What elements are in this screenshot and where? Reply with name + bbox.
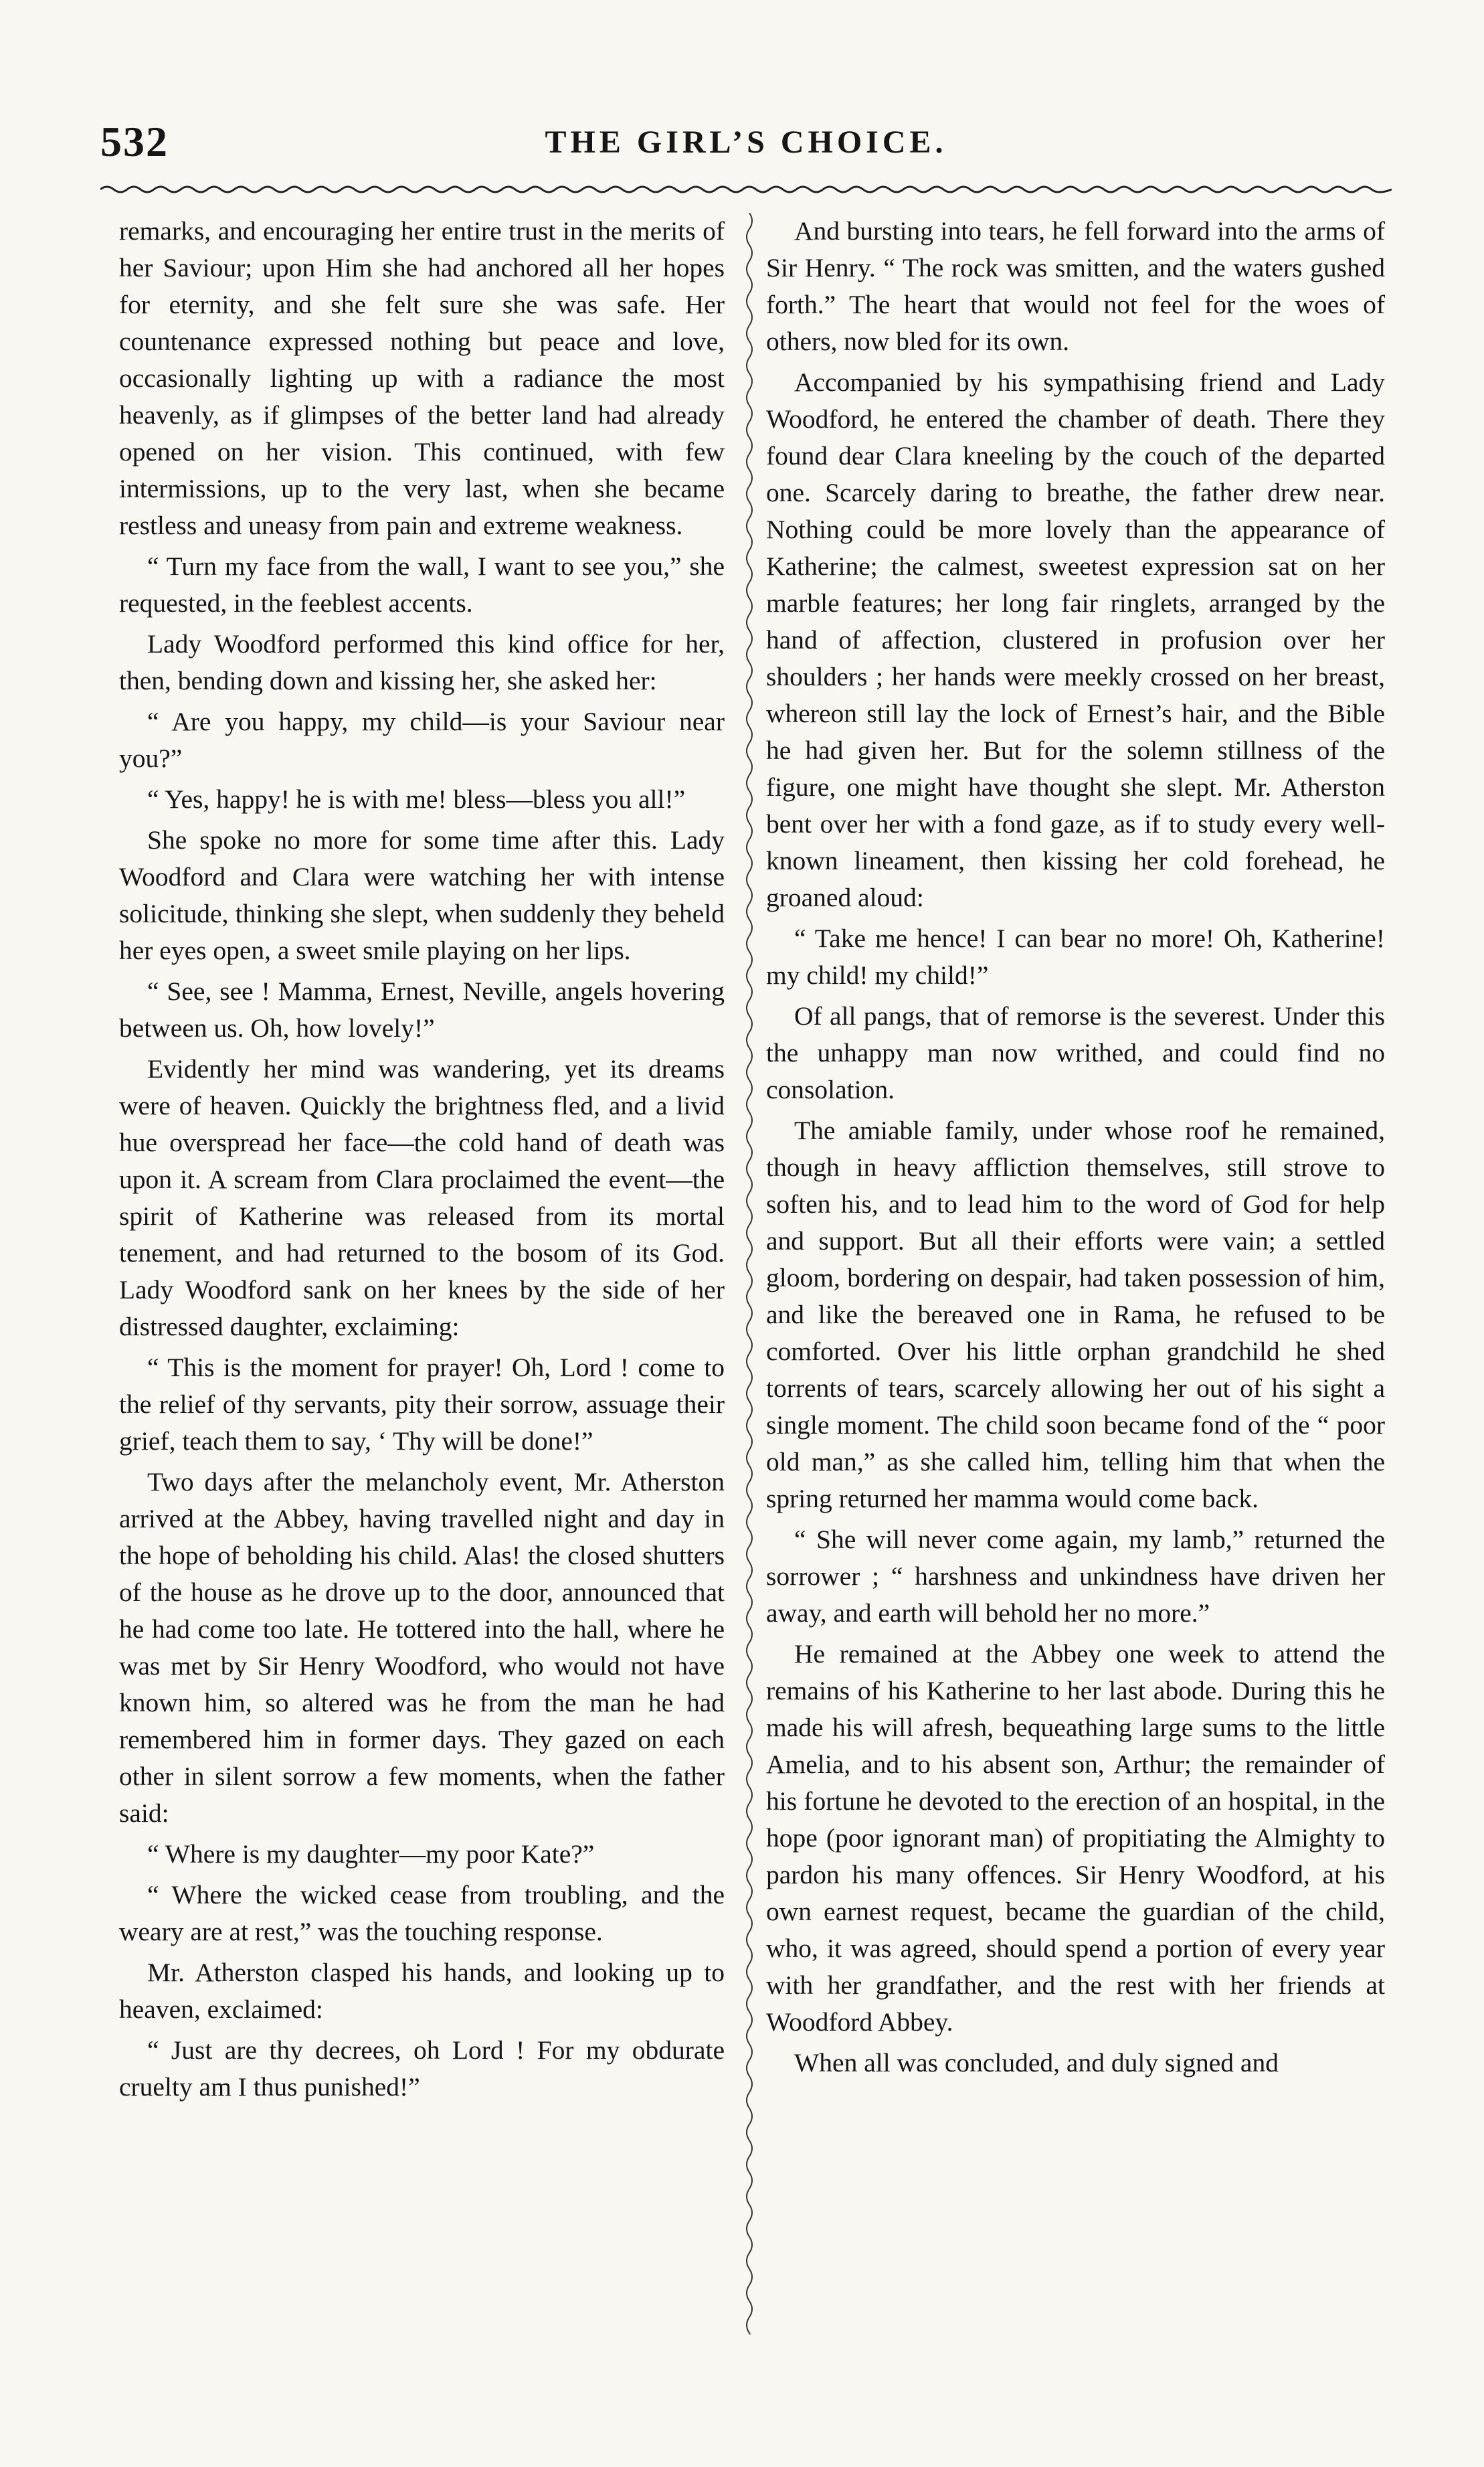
paragraph: “ Yes, happy! he is with me! bless—bless you all!” (147, 784, 686, 814)
paragraph: She spoke no more for some time after this. Lady Woodford and Clara were watching her with intense solicitude, thinking she slept, when suddenly they beheld her eyes open, a sweet smile playing on her lips. (119, 825, 725, 965)
paragraph: Two days after the melancholy event, Mr. Atherston arrived at the Abbey, having travelled night and day in the hope of beholding his child. Alas! the closed shutters of the house as he drove up to the door, announced that he had come too late. He tottered into the hall, where he was met by Sir Henry Woodford, who would not have known him, so altered was he from the man he had remembered him in former days. They gazed on each other in silent sorrow a few moments, when the father said: (119, 1467, 725, 1828)
paragraph: He remained at the Abbey one week to attend the remains of his Katherine to her last abode. During this he made his will afresh, bequeathing large sums to the little Amelia, and to his absent son, Arthur; the remainder of his fortune he devoted to the erection of an hospital, in the hope (poor ignorant man) of propitiating the Almighty to pardon his many offences. Sir Henry Woodford, at his own earnest request, became the guardian of the child, who, it was agreed, should spend a portion of every year with her grandfather, and the rest with her friends at Woodford Abbey. (766, 1639, 1385, 2037)
paragraph: Accompanied by his sympathising friend and Lady Woodford, he entered the chamber of death. There they found dear Clara kneeling by the couch of the departed one. Scarcely daring to breathe, the father drew near. Nothing could be more lovely than the appearance of Katherine; the calmest, sweetest expression sat on her marble features; her long fair ringlets, arranged by the hand of affection, clustered in profusion over her shoulders ; her hands were meekly crossed on her breast, whereon still lay the lock of Ernest’s hair, and the Bible he had given her. But for the solemn stillness of the figure, one might have thought she slept. Mr. Atherston bent over her with a fond gaze, as if to study every well-known lineament, then kissing her cold forehead, he groaned aloud: (766, 367, 1385, 912)
page-header (100, 117, 1392, 171)
paragraph: The amiable family, under whose roof he remained, though in heavy affliction themselves, still strove to soften his, and to lead him to the word of God for help and support. But all their efforts were vain; a settled gloom, bordering on despair, had taken possession of him, and like the bereaved one in Rama, he refused to be comforted. Over his little orphan grandchild he shed torrents of tears, scarcely allowing her out of his sight a single moment. The child soon became fond of the “ poor old man,” as she called him, telling him that when the spring returned her mamma would come back. (766, 1116, 1385, 1513)
paragraph: When all was concluded, and duly signed and (794, 2048, 1279, 2077)
paragraph: Mr. Atherston clasped his hands, and looking up to heaven, exclaimed: (119, 1958, 725, 2024)
right-column (766, 213, 1385, 2355)
paragraph: “ She will never come again, my lamb,” returned the sorrower ; “ harshness and unkindness have driven her away, and earth will behold her no more.” (766, 1525, 1385, 1628)
paragraph: “ Where is my daughter—my poor Kate?” (147, 1839, 595, 1869)
paragraph: “ Turn my face from the wall, I want to see you,” she requested, in the feeblest accents. (119, 551, 725, 618)
column-divider (741, 213, 757, 2334)
paragraph: Evidently her mind was wandering, yet its dreams were of heaven. Quickly the brightness fled, and a livid hue overspread her face—the cold hand of death was upon it. A scream from Clara proclaimed the event—the spirit of Katherine was released from its mortal tenement, and had returned to the bosom of its God. Lady Woodford sank on her knees by the side of her distressed daughter, exclaiming: (119, 1054, 725, 1341)
paragraph: “ Where the wicked cease from troubling, and the weary are at rest,” was the touching response. (119, 1880, 725, 1946)
paragraph: remarks, and encouraging her entire trust in the merits of her Saviour; upon Him she had anchored all her hopes for eternity, and she felt sure she was safe. Her countenance expressed nothing but peace and love, occasionally lighting up with a radiance the most heavenly, as if glimpses of the better land had already opened on her vision. This continued, with few intermissions, up to the very last, when she became restless and uneasy from pain and extreme weakness. (119, 216, 725, 540)
paragraph: “ See, see ! Mamma, Ernest, Neville, angels hovering between us. Oh, how lovely!” (119, 976, 725, 1043)
paragraph: Of all pangs, that of remorse is the severest. Under this the unhappy man now writhed, and could find no consolation. (766, 1001, 1385, 1104)
paragraph: “ Take me hence! I can bear no more! Oh, Katherine! my child! my child!” (766, 924, 1385, 990)
left-column (119, 213, 725, 2355)
paragraph: “ Are you happy, my child—is your Saviour near you?” (119, 707, 725, 773)
paragraph: And bursting into tears, he fell forward into the arms of Sir Henry. “ The rock was smitten, and the waters gushed forth.” The heart that would not feel for the woes of others, now bled for its own. (766, 216, 1385, 356)
paragraph: Lady Woodford performed this kind office for her, then, bending down and kissing her, she asked her: (119, 629, 725, 695)
paragraph: “ This is the moment for prayer! Oh, Lord ! come to the relief of thy servants, pity their sorrow, assuage their grief, teach them to say, ‘ Thy will be done!” (119, 1353, 725, 1456)
paragraph: “ Just are thy decrees, oh Lord ! For my obdurate cruelty am I thus punished!” (119, 2035, 725, 2102)
running-title: THE GIRL’S CHOICE. (545, 124, 947, 160)
page-number: 532 (100, 118, 169, 165)
header-rule (100, 182, 1392, 197)
